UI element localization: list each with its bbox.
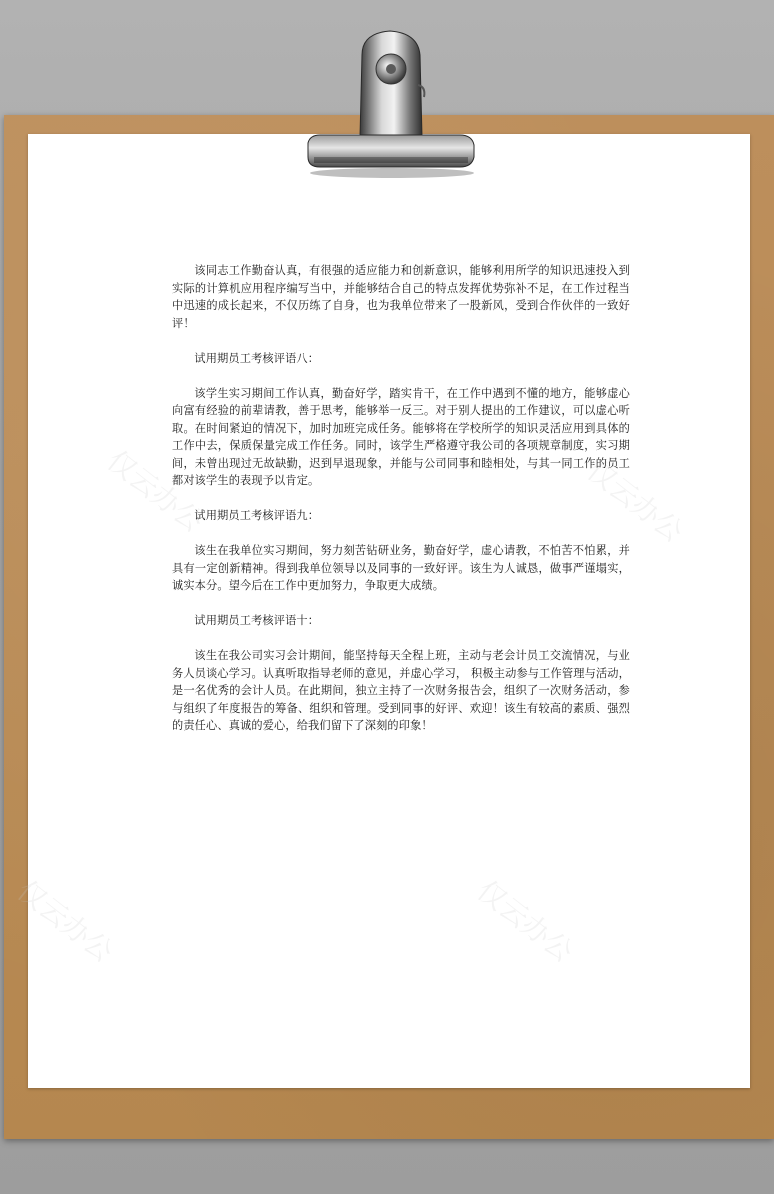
section-heading: 试用期员工考核评语十： (194, 614, 320, 627)
watermark-text: 仅云办公 (580, 453, 690, 549)
paragraph-body: 该生在我单位实习期间，努力刻苦钻研业务，勤奋好学，虚心请教，不怕苦不怕累，并具有一定创新精神。得到我单位领导以及同事的一致好评。该生为人诚恳，做事严谨塌实，诚实本分。望今后在工作中更加努力，争取更大成绩。 (172, 544, 630, 592)
watermark-text: 仅云办公 (100, 443, 210, 539)
binder-clip-icon (300, 25, 480, 180)
watermark-text: 仅云办公 (10, 873, 120, 969)
document-body (172, 262, 630, 752)
watermark-text: 仅云办公 (470, 873, 580, 969)
paragraph-body: 该学生实习期间工作认真，勤奋好学，踏实肯干，在工作中遇到不懂的地方，能够虚心向富有经验的前辈请教，善于思考，能够举一反三。对于别人提出的工作建议，可以虚心听取。在时间紧迫的情况下，加时加班完成任务。能够将在学校所学的知识灵活应用到具体的工作中去，保质保量完成工作任务。同时，该学生严格遵守我公司的各项规章制度，实习期间，未曾出现过无故缺勤，迟到早退现象，并能与公司同事和睦相处，与其一同工作的员工都对该学生的表现予以肯定。 (172, 386, 630, 487)
section-heading: 试用期员工考核评语八： (194, 351, 320, 365)
paragraph-body: 该同志工作勤奋认真，有很强的适应能力和创新意识，能够利用所学的知识迅速投入到实际的计算机应用程序编写当中，并能够结合自己的特点发挥优势弥补不足，在工作过程当中迅速的成长起来，不仅历练了自身，也为我单位带来了一股新风，受到合作伙伴的一致好评！ (172, 264, 630, 330)
paragraph-body: 该生在我公司实习会计期间，能坚持每天全程上班，主动与老会计员工交流情况，与业务人员谈心学习。认真听取指导老师的意见，并虚心学习， 积极主动参与工作管理与活动，是一名优秀的会计人员。在此期间，独立主持了一次财务报告会，组织了一次财务活动，参与组织了年度报告的筹备、组织和管理。受到同事的好评、欢迎！该生有较高的素质、强烈的责任心、真诚的爱心，给我们留下了深刻的印象！ (172, 649, 630, 732)
section-heading: 试用期员工考核评语九： (194, 509, 320, 522)
